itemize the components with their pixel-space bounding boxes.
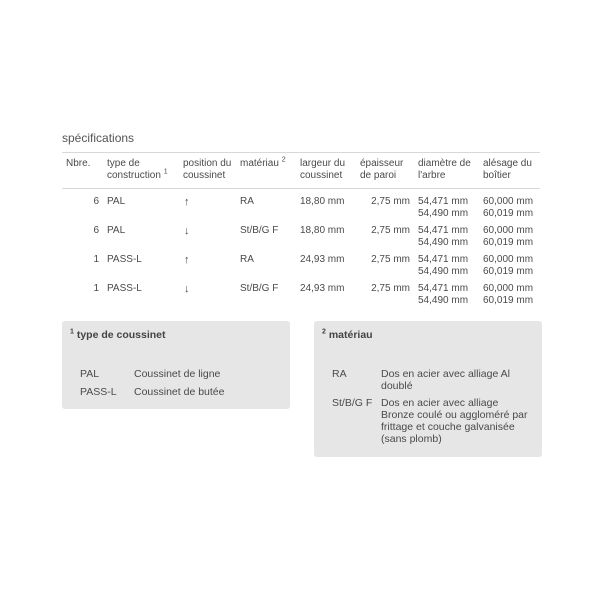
arrow-up-icon: ↑ xyxy=(184,196,190,208)
header-largeur: largeur du coussinet xyxy=(296,153,356,189)
cell-materiau: St/B/G F xyxy=(240,283,279,294)
cell-materiau: RA xyxy=(240,196,254,207)
header-materiau xyxy=(236,153,296,189)
cell-alesage xyxy=(479,280,540,309)
table-header-row xyxy=(62,153,540,189)
header-type-footnote: 1 xyxy=(163,168,168,176)
cell-alesage xyxy=(479,251,540,280)
header-position: position du coussinet xyxy=(179,153,236,189)
cell-type: PASS-L xyxy=(107,283,142,294)
alesage-min: 60,000 mm xyxy=(483,225,534,236)
cell-nbre: 1 xyxy=(93,283,99,294)
legend-material-footnote: 2 xyxy=(322,328,326,336)
cell-epaisseur: 2,75 mm xyxy=(371,283,410,294)
section-title: spécifications xyxy=(62,131,135,145)
specifications-table xyxy=(62,152,540,309)
cell-alesage xyxy=(479,189,540,223)
legend-item xyxy=(80,386,274,398)
cell-alesage xyxy=(479,222,540,251)
legend-item xyxy=(332,397,531,445)
cell-nbre: 6 xyxy=(93,196,99,207)
legend-construction-title xyxy=(70,329,166,341)
cell-epaisseur: 2,75 mm xyxy=(371,254,410,265)
legend-construction-title-text: type de coussinet xyxy=(76,329,166,341)
diametre-max: 54,490 mm xyxy=(418,266,469,277)
cell-position xyxy=(179,189,236,223)
cell-nbre: 1 xyxy=(93,254,99,265)
legend-key: RA xyxy=(332,368,347,380)
header-type xyxy=(103,153,179,189)
cell-diametre xyxy=(414,189,479,223)
legend-item xyxy=(332,368,531,392)
alesage-max: 60,019 mm xyxy=(483,295,534,306)
diametre-max: 54,490 mm xyxy=(418,295,469,306)
table-row xyxy=(62,222,540,251)
diametre-min: 54,471 mm xyxy=(418,254,469,265)
table-row xyxy=(62,280,540,309)
legend-construction-footnote: 1 xyxy=(70,328,74,336)
legend-material-title xyxy=(322,329,373,341)
cell-largeur: 18,80 mm xyxy=(300,196,345,207)
legend-item xyxy=(80,368,274,380)
cell-largeur: 24,93 mm xyxy=(300,254,345,265)
alesage-max: 60,019 mm xyxy=(483,208,534,219)
cell-position xyxy=(179,222,236,251)
cell-materiau: St/B/G F xyxy=(240,225,279,236)
legend-key: St/B/G F xyxy=(332,397,373,409)
legend-value: Dos en acier avec alliage Al doublé xyxy=(381,368,510,392)
cell-diametre xyxy=(414,280,479,309)
cell-position xyxy=(179,280,236,309)
header-diametre: diamètre de l'arbre xyxy=(414,153,479,189)
diametre-max: 54,490 mm xyxy=(418,208,469,219)
cell-epaisseur: 2,75 mm xyxy=(371,225,410,236)
legend-key: PAL xyxy=(80,368,100,380)
alesage-min: 60,000 mm xyxy=(483,254,534,265)
cell-diametre xyxy=(414,251,479,280)
cell-type: PASS-L xyxy=(107,254,142,265)
legend-construction-type xyxy=(62,321,290,409)
cell-materiau: RA xyxy=(240,254,254,265)
header-nbre: Nbre. xyxy=(62,153,103,189)
diametre-max: 54,490 mm xyxy=(418,237,469,248)
cell-type: PAL xyxy=(107,225,126,236)
diametre-min: 54,471 mm xyxy=(418,225,469,236)
table-row xyxy=(62,189,540,223)
legend-material-title-text: matériau xyxy=(328,329,373,341)
cell-type: PAL xyxy=(107,196,126,207)
legend-value: Coussinet de ligne xyxy=(134,368,221,380)
legend-value: Dos en acier avec alliage Bronze coulé ou aggloméré par frittage et couche galvanisée (sans plomb) xyxy=(381,397,528,445)
alesage-max: 60,019 mm xyxy=(483,266,534,277)
diametre-min: 54,471 mm xyxy=(418,283,469,294)
cell-epaisseur: 2,75 mm xyxy=(371,196,410,207)
alesage-min: 60,000 mm xyxy=(483,196,534,207)
header-type-label: type de construction xyxy=(107,158,161,181)
cell-position xyxy=(179,251,236,280)
table-row xyxy=(62,251,540,280)
diametre-min: 54,471 mm xyxy=(418,196,469,207)
cell-largeur: 24,93 mm xyxy=(300,283,345,294)
legend-material xyxy=(314,321,542,457)
arrow-down-icon: ↓ xyxy=(184,225,190,237)
alesage-min: 60,000 mm xyxy=(483,283,534,294)
alesage-max: 60,019 mm xyxy=(483,237,534,248)
arrow-up-icon: ↑ xyxy=(184,254,190,266)
legend-value: Coussinet de butée xyxy=(134,386,225,398)
header-alesage: alésage du boîtier xyxy=(479,153,540,189)
cell-largeur: 18,80 mm xyxy=(300,225,345,236)
legend-key: PASS-L xyxy=(80,386,117,398)
cell-nbre: 6 xyxy=(93,225,99,236)
cell-diametre xyxy=(414,222,479,251)
header-materiau-label: matériau xyxy=(240,158,279,169)
header-epaisseur: épaisseur de paroi xyxy=(356,153,414,189)
header-materiau-footnote: 2 xyxy=(281,156,286,164)
arrow-down-icon: ↓ xyxy=(184,283,190,295)
